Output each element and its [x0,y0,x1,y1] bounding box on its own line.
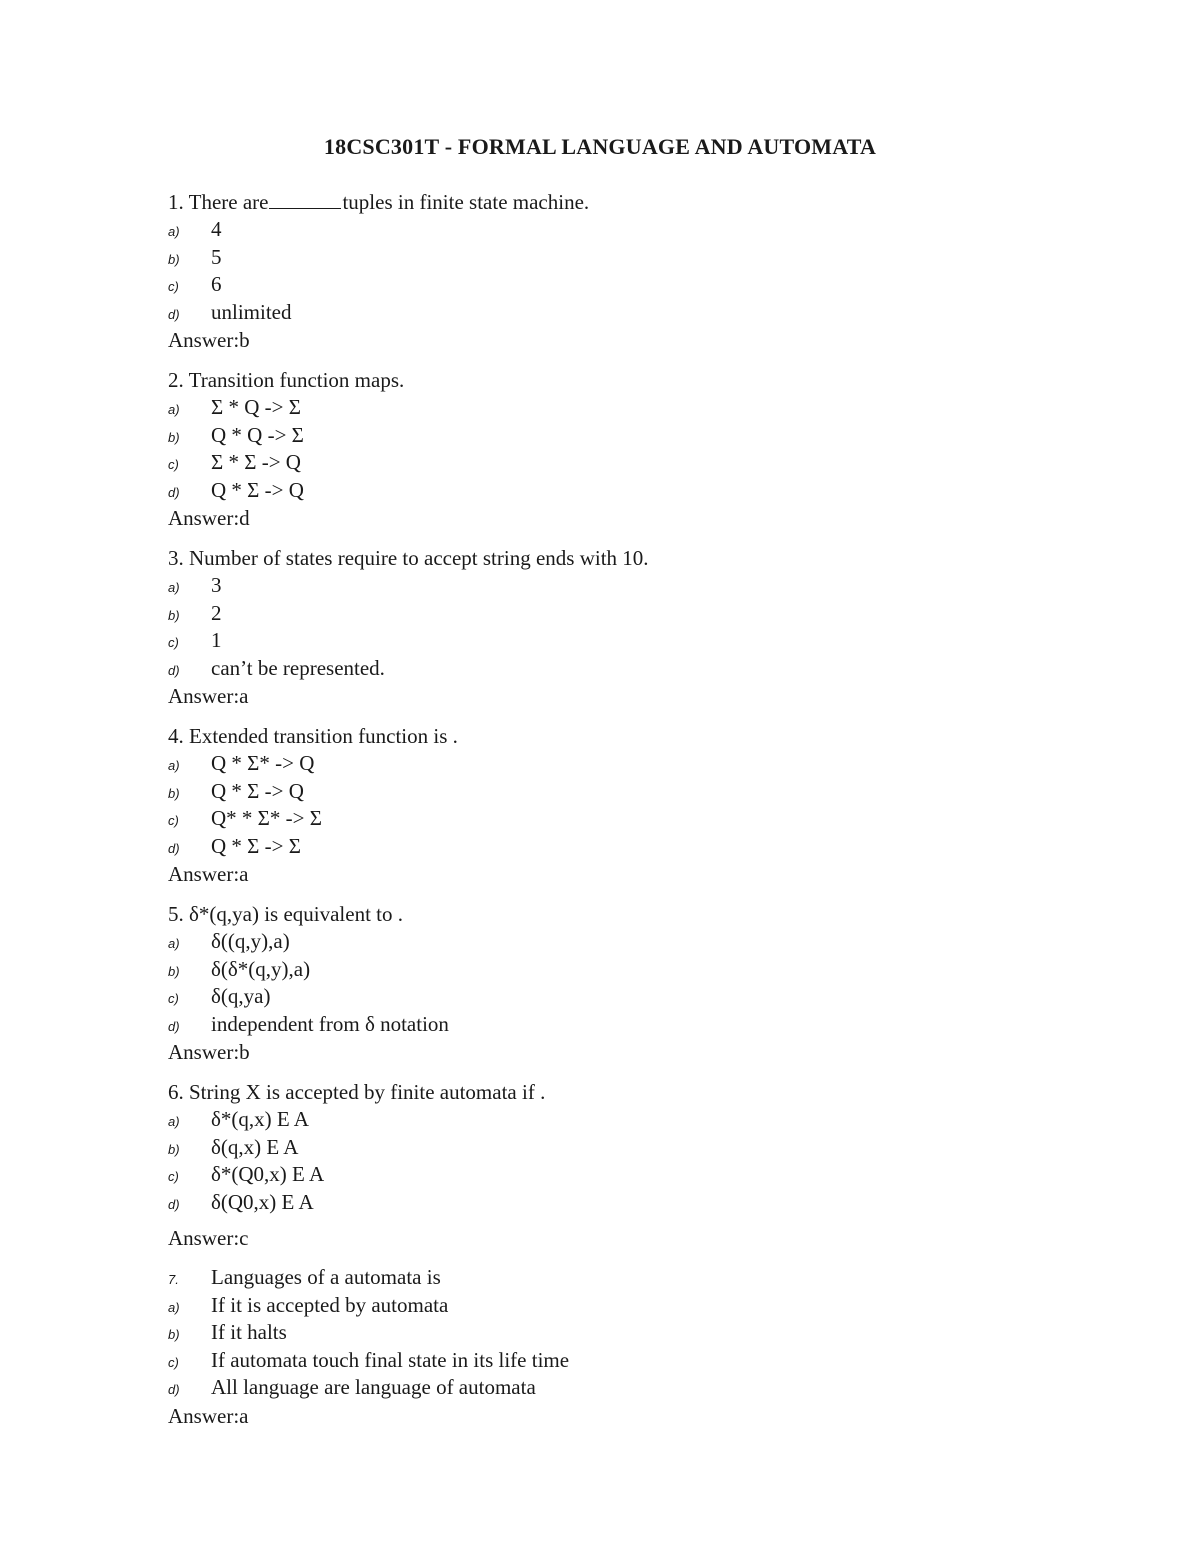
option-text: 4 [211,217,222,241]
option-text: Q * Σ -> Q [211,477,304,502]
question-text: 3. Number of states require to accept string ends with 10. [168,546,649,570]
option-b [168,600,1068,628]
option-d [168,1374,1068,1402]
option-letter: a) [168,224,180,239]
answer-line: Answer:c [168,1226,249,1250]
option-letter: c) [168,813,179,828]
option-text: δ*(q,x) E A [211,1107,309,1131]
option-text: Q * Σ* -> Q [211,751,315,775]
answer-line: Answer:a [168,862,249,886]
question-text-before: 1. There are [168,190,269,214]
option-text: δ(q,x) E A [211,1134,299,1159]
option-a [168,216,1068,244]
answer-line: Answer:b [168,328,250,352]
option-text: 3 [211,573,222,597]
option-d [168,1011,1068,1039]
question-text: 6. String X is accepted by finite automata if . [168,1080,546,1104]
question-number: 7. [168,1272,179,1287]
option-c [168,1161,1068,1189]
option-letter: c) [168,279,179,294]
question-text: 5. δ*(q,ya) is equivalent to . [168,902,404,926]
option-text: independent from δ notation [211,1011,449,1036]
option-letter: a) [168,580,180,595]
option-letter: c) [168,1354,179,1370]
option-d [168,299,1068,327]
option-c [168,271,1068,299]
option-a [168,750,1068,778]
option-b [168,422,1068,450]
option-a [168,572,1068,600]
option-letter: d) [168,1018,180,1034]
answer-line: Answer:a [168,684,249,708]
option-c [168,449,1068,477]
answer-line: Answer:a [168,1403,249,1428]
option-letter: d) [168,484,180,500]
option-a [168,1292,1068,1320]
option-letter: a) [168,402,180,417]
option-d [168,833,1068,861]
option-c [168,1347,1068,1375]
question-6 [168,1078,1068,1252]
option-text: Q * Q -> Σ [211,422,304,447]
option-letter: b) [168,785,180,801]
option-text: δ((q,y),a) [211,929,290,953]
option-letter: a) [168,758,180,773]
option-letter: b) [168,607,180,623]
page-title: 18CSC301T - FORMAL LANGUAGE AND AUTOMATA [323,134,877,159]
option-letter: d) [168,662,180,678]
option-text: All language are language of automata [211,1375,536,1399]
option-text: 1 [211,628,222,652]
option-a [168,1106,1068,1134]
question-2 [168,366,1068,532]
question-text: 4. Extended transition function is . [168,724,458,748]
question-list [168,188,1068,1442]
option-text: δ(q,ya) [211,984,271,1008]
option-b [168,956,1068,984]
question-text [168,188,1068,216]
option-letter: d) [168,1196,180,1212]
option-b [168,1319,1068,1347]
option-letter: d) [168,1382,180,1397]
option-text: Σ * Q -> Σ [211,395,301,419]
option-d [168,1189,1068,1217]
option-letter: b) [168,429,180,445]
option-letter: b) [168,963,180,979]
option-letter: b) [168,1327,180,1342]
option-c [168,983,1068,1011]
answer-line: Answer:b [168,1040,250,1064]
option-letter: b) [168,1141,180,1157]
option-text: unlimited [211,299,292,324]
option-b [168,1134,1068,1162]
option-text: Q * Σ -> Q [211,778,304,803]
question-text: 2. Transition function maps. [168,368,405,392]
option-text: can’t be represented. [211,655,385,680]
option-text: δ(Q0,x) E A [211,1189,314,1214]
question-text-body: Languages of a automata is [211,1265,441,1289]
answer-line: Answer:d [168,506,250,530]
option-text: 2 [211,600,222,625]
question-1 [168,188,1068,354]
option-letter: c) [168,1169,179,1184]
question-text [168,1264,1068,1292]
question-text-after: tuples in finite state machine. [342,190,590,214]
option-letter: a) [168,936,180,951]
option-letter: c) [168,991,179,1006]
option-text: If it halts [211,1320,287,1344]
option-text: 6 [211,272,222,296]
option-text: Σ * Σ -> Q [211,450,301,474]
fill-in-blank [269,188,341,209]
option-letter: b) [168,251,180,267]
question-3 [168,544,1068,710]
option-letter: c) [168,635,179,650]
option-c [168,627,1068,655]
option-d [168,477,1068,505]
question-7 [168,1264,1068,1430]
question-5 [168,900,1068,1066]
option-text: If automata touch final state in its life time [211,1347,570,1372]
option-text: Q * Σ -> Σ [211,833,301,858]
option-text: δ*(Q0,x) E A [211,1162,325,1186]
option-letter: d) [168,306,180,322]
option-letter: d) [168,840,180,856]
option-letter: a) [168,1114,180,1129]
option-letter: c) [168,457,179,472]
option-text: Q* * Σ* -> Σ [211,806,322,830]
question-4 [168,722,1068,888]
option-text: 5 [211,244,222,269]
option-text: δ(δ*(q,y),a) [211,956,311,981]
option-c [168,805,1068,833]
option-text: If it is accepted by automata [211,1292,449,1317]
option-b [168,244,1068,272]
option-a [168,928,1068,956]
option-b [168,778,1068,806]
option-d [168,655,1068,683]
option-a [168,394,1068,422]
option-letter: a) [168,1299,180,1315]
